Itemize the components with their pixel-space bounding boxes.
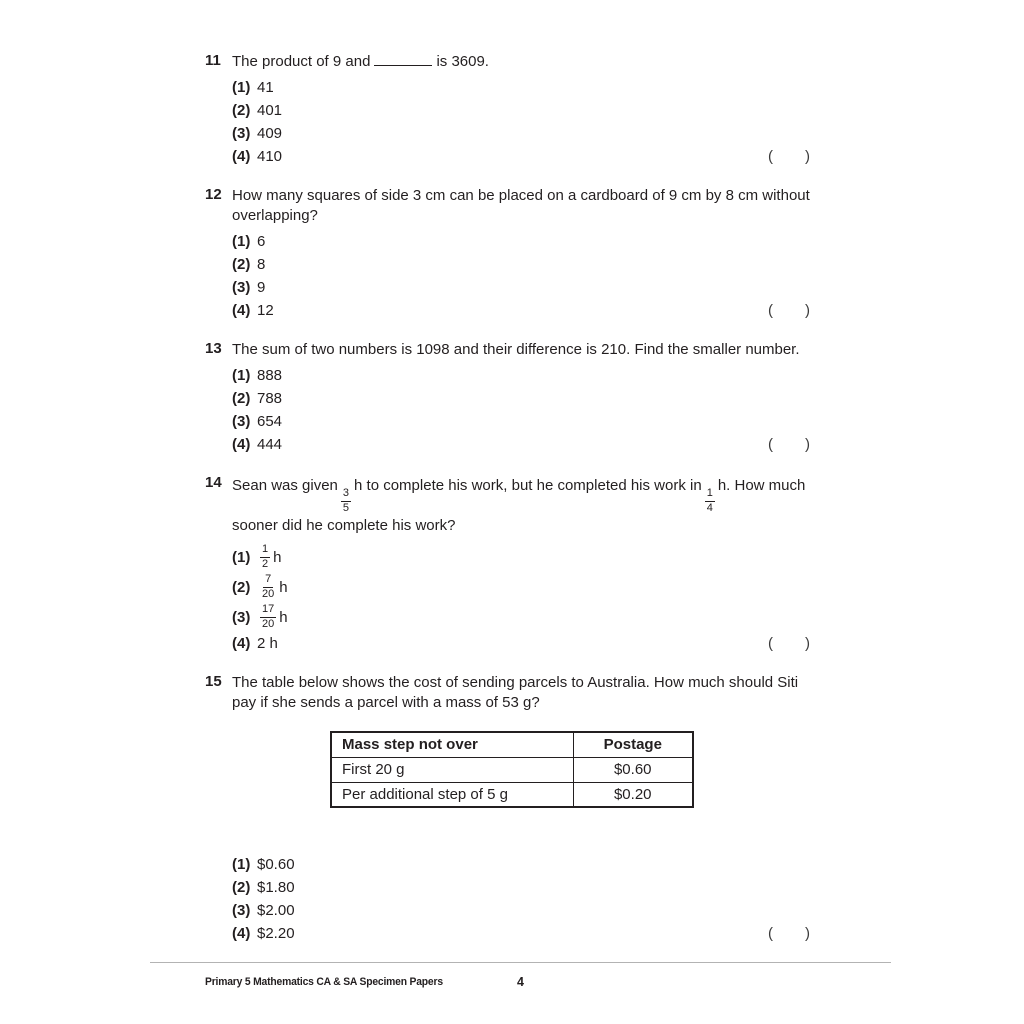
option-label: (1) [232, 233, 251, 250]
close-paren: ) [805, 925, 810, 943]
option-3 [232, 122, 810, 145]
question-text-after-blank: is 3609. [436, 53, 489, 70]
close-paren: ) [805, 635, 810, 653]
question-13 [205, 340, 810, 456]
option-value: 410 [257, 148, 283, 165]
fraction-option-value [260, 604, 276, 630]
option-value: 2 h [257, 635, 278, 653]
option-label: (2) [232, 256, 251, 273]
option-value: 401 [257, 102, 283, 119]
question-body [232, 340, 810, 456]
question-number: 11 [205, 52, 221, 69]
questions-section [205, 52, 810, 963]
option-value: 409 [257, 125, 283, 142]
option-label: (4) [232, 436, 251, 453]
option-label: (1) [232, 367, 251, 384]
answer-blank-line [374, 54, 432, 66]
open-paren: ( [768, 148, 773, 165]
option-unit: h [273, 548, 282, 566]
option-label: (2) [232, 390, 251, 407]
option-label: (1) [232, 79, 251, 96]
table-row [331, 782, 693, 807]
option-value: 654 [257, 413, 283, 430]
option-1 [232, 230, 810, 253]
option-label: (3) [232, 608, 251, 626]
table-row [331, 757, 693, 782]
option-4 [232, 922, 810, 945]
question-body [232, 52, 810, 168]
answer-brackets [768, 299, 810, 322]
option-label: (1) [232, 548, 251, 566]
option-value: 888 [257, 367, 283, 384]
option-1 [232, 76, 810, 99]
postage-rates-table [330, 731, 694, 808]
question-15-options [232, 853, 810, 945]
fraction-option-value [260, 544, 270, 570]
fraction-numerator: 1 [260, 544, 270, 558]
cell-postage: $0.20 [573, 782, 693, 807]
fraction-denominator: 2 [262, 558, 269, 571]
question-text [232, 474, 810, 538]
column-header-postage: Postage [573, 732, 693, 757]
option-label: (3) [232, 413, 251, 430]
footer-book-title: Primary 5 Mathematics CA & SA Specimen Papers [205, 976, 443, 988]
option-3 [232, 899, 810, 922]
fraction-numerator: 7 [263, 574, 273, 588]
option-value: $2.20 [257, 925, 295, 943]
option-value: 6 [257, 233, 266, 250]
open-paren: ( [768, 635, 773, 653]
option-value: $2.00 [257, 902, 295, 920]
option-2 [232, 876, 810, 899]
question-number: 12 [205, 186, 222, 203]
fraction-three-fifths [341, 488, 351, 514]
fraction-denominator: 5 [342, 502, 350, 515]
answer-brackets [768, 145, 810, 168]
option-2 [232, 572, 810, 602]
option-unit: h [279, 608, 288, 626]
option-value: 8 [257, 256, 266, 273]
question-body [232, 673, 810, 945]
question-text-before-blank: The product of 9 and [232, 53, 371, 70]
option-label: (2) [232, 879, 251, 897]
option-label: (2) [232, 578, 251, 596]
fraction-numerator: 1 [705, 488, 715, 502]
fraction-option-value [260, 574, 276, 600]
option-1 [232, 853, 810, 876]
question-body [232, 186, 810, 322]
option-1 [232, 364, 810, 387]
open-paren: ( [768, 302, 773, 319]
answer-brackets [768, 632, 810, 655]
option-3 [232, 602, 810, 632]
question-number: 14 [205, 474, 222, 491]
close-paren: ) [805, 302, 810, 319]
question-text: The sum of two numbers is 1098 and their difference is 210. Find the smaller number. [232, 341, 800, 358]
option-unit: h [279, 578, 288, 596]
option-4 [232, 145, 810, 168]
option-3 [232, 276, 810, 299]
fraction-denominator: 20 [262, 588, 275, 601]
fraction-numerator: 3 [341, 488, 351, 502]
option-4 [232, 433, 810, 456]
question-number: 13 [205, 340, 222, 357]
question-text-part: h. How much sooner did he complete his work? [232, 477, 806, 535]
fraction-denominator: 20 [262, 618, 275, 631]
question-text: How many squares of side 3 cm can be placed on a cardboard of 9 cm by 8 cm without overlapping? [232, 187, 810, 224]
option-value: $1.80 [257, 879, 295, 897]
question-15 [205, 673, 810, 945]
table-header-row [331, 732, 693, 757]
option-value: $0.60 [257, 856, 295, 874]
open-paren: ( [768, 436, 773, 453]
close-paren: ) [805, 436, 810, 453]
close-paren: ) [805, 148, 810, 165]
question-14 [205, 474, 810, 655]
open-paren: ( [768, 925, 773, 943]
question-12 [205, 186, 810, 322]
option-label: (4) [232, 302, 251, 319]
fraction-numerator: 17 [260, 604, 276, 618]
option-label: (3) [232, 125, 251, 142]
option-2 [232, 253, 810, 276]
option-value: 12 [257, 302, 274, 319]
question-text-part: Sean was given [232, 477, 338, 494]
cell-mass-step: Per additional step of 5 g [331, 782, 573, 807]
footer-page-number: 4 [517, 975, 524, 989]
option-3 [232, 410, 810, 433]
option-label: (2) [232, 102, 251, 119]
option-value: 788 [257, 390, 283, 407]
question-body [232, 474, 810, 655]
option-label: (4) [232, 925, 251, 943]
option-2 [232, 99, 810, 122]
option-4 [232, 299, 810, 322]
option-value: 41 [257, 79, 274, 96]
question-11 [205, 52, 810, 168]
footer-divider-rule [150, 962, 891, 963]
column-header-mass-step: Mass step not over [331, 732, 573, 757]
cell-postage: $0.60 [573, 757, 693, 782]
question-number: 15 [205, 673, 222, 691]
answer-brackets [768, 433, 810, 456]
question-text-part: h to complete his work, but he completed his work in [354, 477, 702, 494]
question-text: The table below shows the cost of sending parcels to Australia. How much should Siti pay if she sends a parcel with a mass of 53 g? [232, 674, 799, 712]
option-4 [232, 632, 810, 655]
answer-brackets [768, 922, 810, 945]
cell-mass-step: First 20 g [331, 757, 573, 782]
option-label: (1) [232, 856, 251, 874]
option-label: (3) [232, 279, 251, 296]
option-label: (4) [232, 635, 251, 653]
option-2 [232, 387, 810, 410]
option-value: 9 [257, 279, 266, 296]
option-1 [232, 542, 810, 572]
option-label: (3) [232, 902, 251, 920]
option-label: (4) [232, 148, 251, 165]
question-text [232, 52, 810, 72]
option-value: 444 [257, 436, 283, 453]
fraction-one-quarter [705, 488, 715, 514]
fraction-denominator: 4 [706, 502, 713, 515]
